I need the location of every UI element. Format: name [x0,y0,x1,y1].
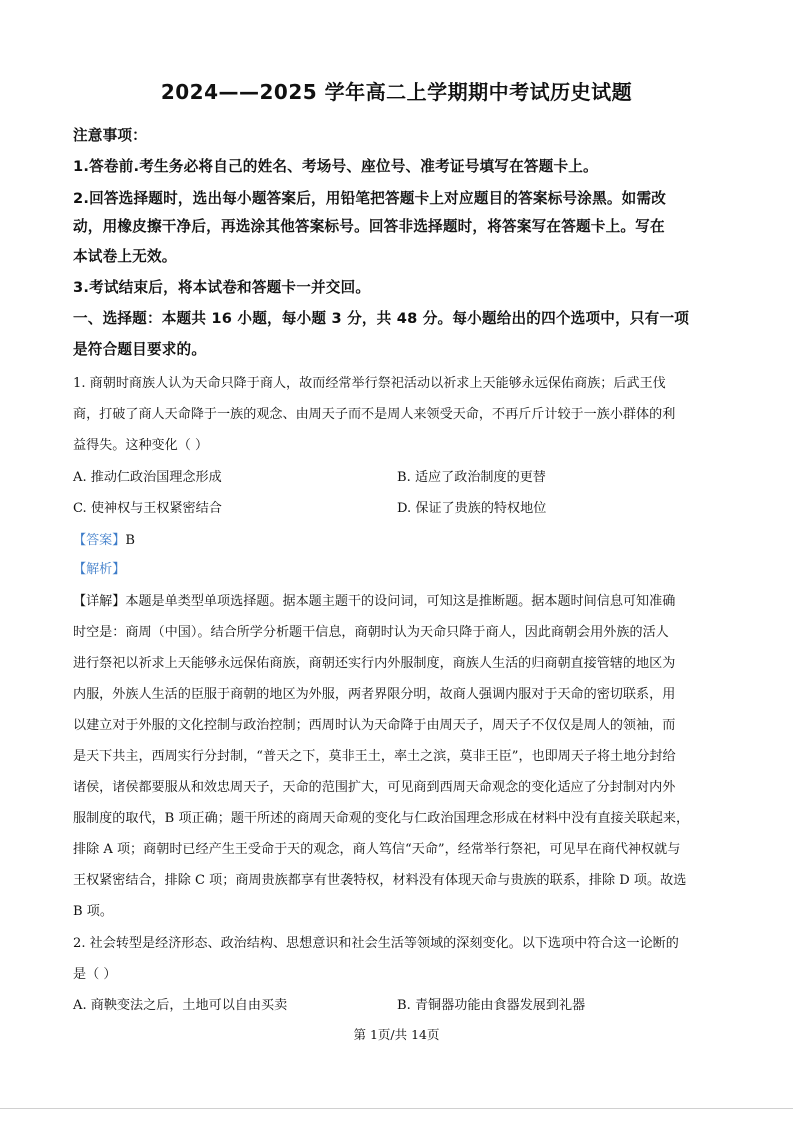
question-2-option-a: A. 商鞅变法之后，土地可以自由买卖 [73,998,288,1013]
detail-line-4: 内服，外族人生活的臣服于商朝的地区为外服，两者界限分明，故商人强调内服对于天命的密切联系，用 [73,687,676,702]
question-2-stem-line-1: 2. 社会转型是经济形态、政治结构、思想意识和社会生活等领域的深刻变化。以下选项中符合这一论断的 [73,936,679,951]
detail-line-5: 以建立对于外服的文化控制与政治控制；西周时认为天命降于由周天子，周天子不仅仅是周人的领袖，而 [73,718,676,733]
detail-line-3: 进行祭祀以祈求上天能够永远保佑商族，商朝还实行内外服制度，商族人生活的归商朝直接管辖的地区为 [73,656,676,671]
analysis-tag: 【解析】 [73,562,126,577]
detail-text: 本题是单类型单项选择题。据本题主题干的设问词，可知这是推断题。据本题时间信息可知准确 [125,594,676,609]
section-heading-line-2: 是符合题目要求的。 [73,341,207,358]
detail-tag: 【详解】 [73,594,126,609]
page-title: 2024——2025 学年高二上学期期中考试历史试题 [160,80,633,104]
detail-line-11: B 项。 [73,904,113,919]
bottom-divider [0,1108,793,1109]
notice-item-3: 3.考试结束后，将本试卷和答题卡一并交回。 [73,279,371,296]
page-footer: 第 1页/共 14页 [353,1027,440,1042]
question-1-answer [73,529,135,548]
question-1-option-d: D. 保证了贵族的特权地位 [397,501,547,516]
notice-item-2-line-1: 2.回答选择题时，选出每小题答案后，用铅笔把答题卡上对应题目的答案标号涂黑。如需改 [73,190,667,207]
question-1-stem-line-3: 益得失。这种变化（ ） [73,438,209,453]
notice-heading: 注意事项： [73,127,147,144]
detail-line-9: 排除 A 项；商朝时已经产生王受命于天的观念，商人笃信“天命”，经常举行祭祀，可见早在商代神权就与 [73,842,681,857]
detail-line-10: 王权紧密结合，排除 C 项；商周贵族都享有世袭特权，材料没有体现天命与贵族的联系，排除 D 项。故选 [73,873,687,888]
question-1-stem-line-2: 商，打破了商人天命降于一族的观念、由周天子而不是周人来领受天命，不再斤斤计较于一族小群体的利 [73,407,676,422]
question-1-option-b: B. 适应了政治制度的更替 [397,470,546,485]
section-heading-line-1: 一、选择题：本题共 16 小题，每小题 3 分，共 48 分。每小题给出的四个选项中，只有一项 [73,310,690,327]
detail-line-8: 服制度的取代，B 项正确；题干所述的商周天命观的变化与仁政治国理念形成在材料中没有直接关联起来， [73,811,690,826]
question-1-stem-line-1: 1. 商朝时商族人认为天命只降于商人，故而经常举行祭祀活动以祈求上天能够永远保佑商族；后武王伐 [73,376,666,391]
detail-line-1 [73,590,675,609]
detail-line-7: 诸侯，诸侯都要服从和效忠周天子，天命的范围扩大，可见商到西周天命观念的变化适应了分封制对内外 [73,780,676,795]
answer-tag: 【答案】 [73,533,126,548]
notice-item-1: 1.答卷前.考生务必将自己的姓名、考场号、座位号、准考证号填写在答题卡上。 [73,158,598,175]
detail-line-2: 时空是：商周（中国）。结合所学分析题干信息，商朝时认为天命只降于商人，因此商朝会用外族的活人 [73,625,669,640]
detail-line-6: 是天下共主，西周实行分封制，“普天之下，莫非王土，率土之滨，莫非王臣”，也即周天子将土地分封给 [73,749,676,764]
answer-value: B [125,533,135,548]
question-2-stem-line-2: 是（ ） [73,967,117,982]
question-1-option-a: A. 推动仁政治国理念形成 [73,470,222,485]
notice-item-2-line-2: 动，用橡皮擦干净后，再选涂其他答案标号。回答非选择题时，将答案写在答题卡上。写在 [73,218,665,235]
question-2-option-b: B. 青铜器功能由食器发展到礼器 [397,998,586,1013]
notice-item-2-line-3: 本试卷上无效。 [73,248,177,265]
question-1-option-c: C. 使神权与王权紧密结合 [73,501,222,516]
